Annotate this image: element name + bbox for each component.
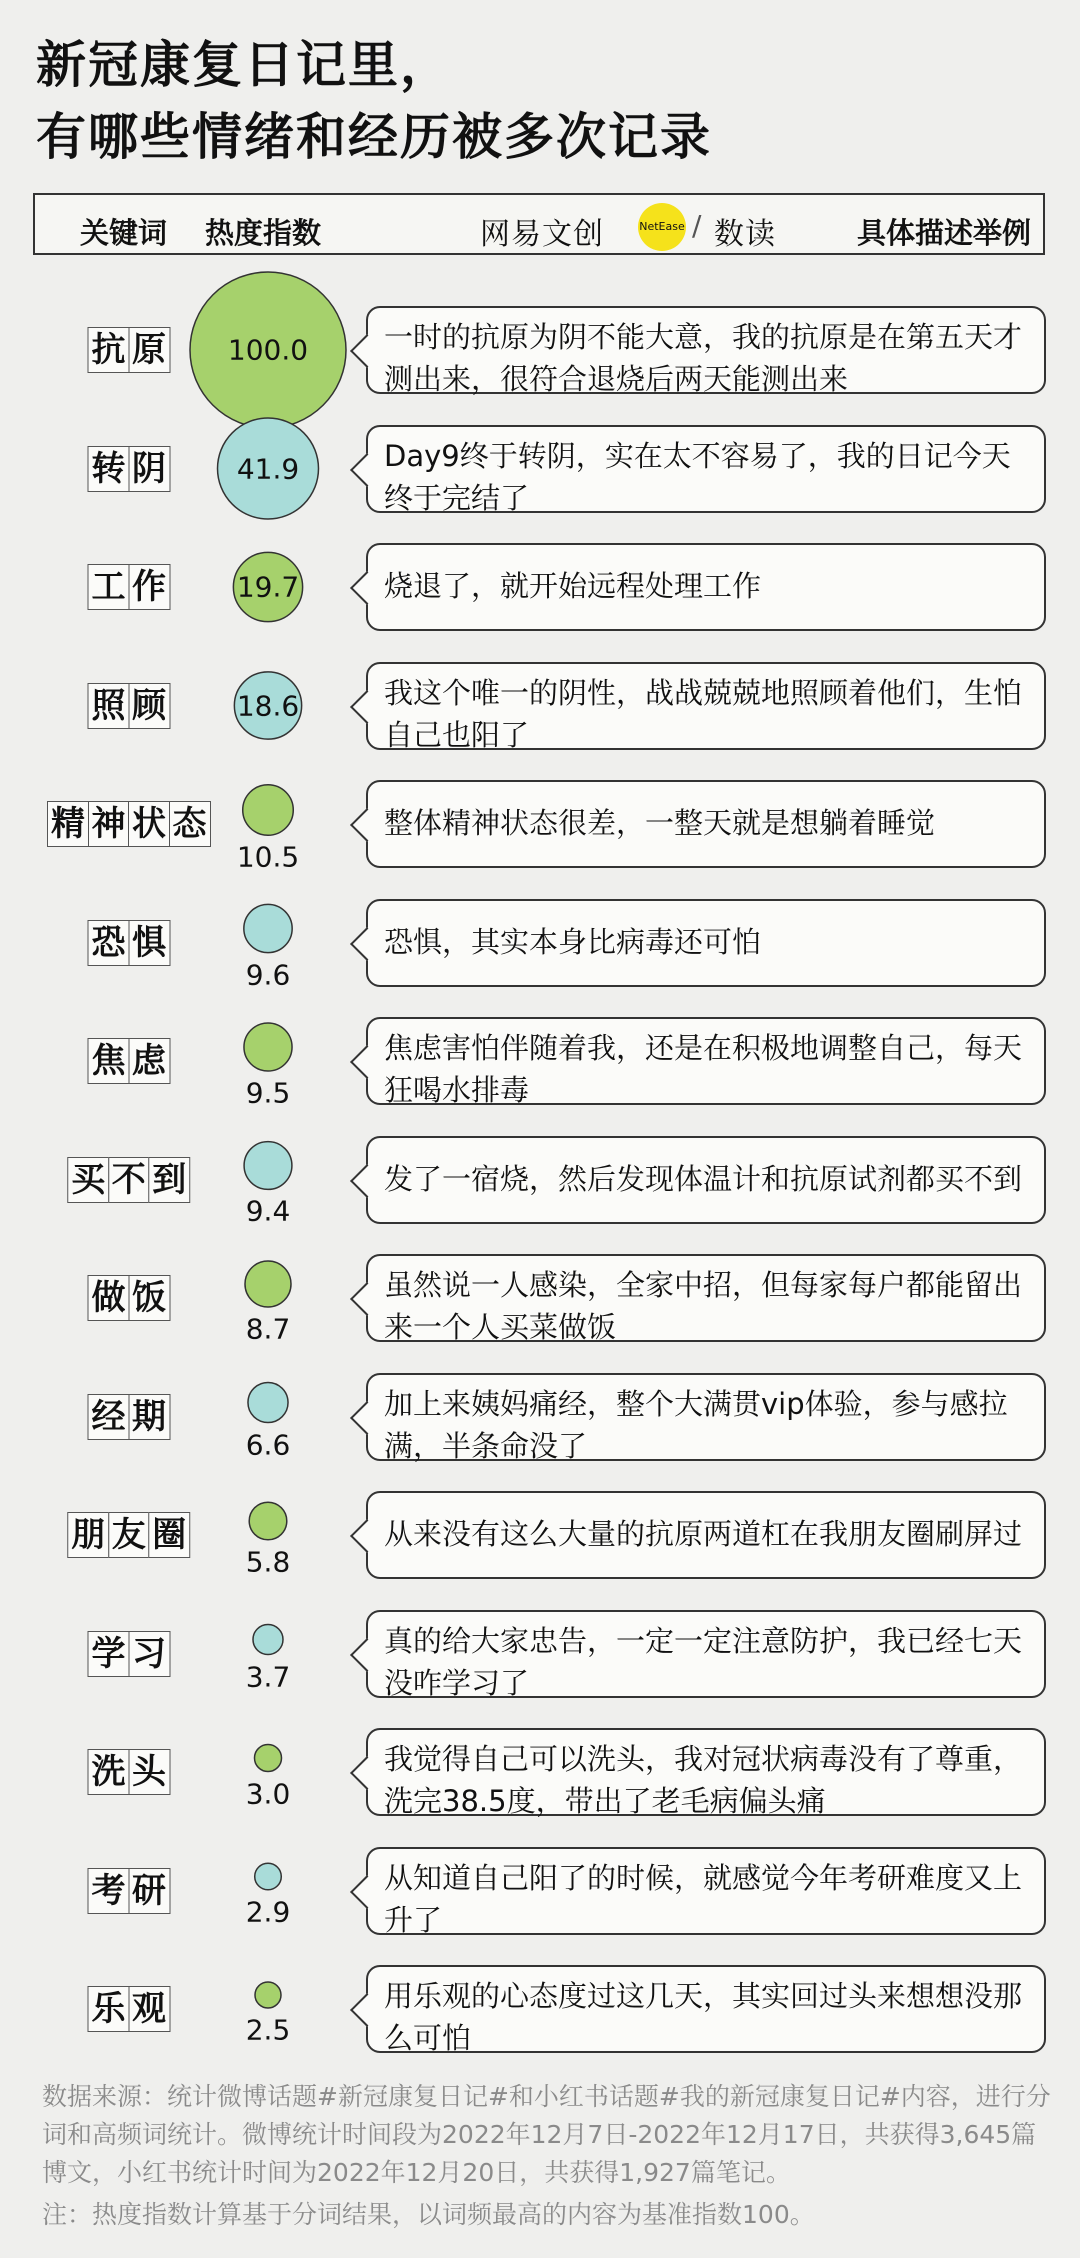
keyword-char: 转 (88, 446, 130, 492)
bubble-value-label: 8.7 (245, 1312, 291, 1346)
keyword-label (67, 1157, 189, 1203)
bubble-value-label: 2.5 (245, 2013, 291, 2047)
keyword-char: 作 (128, 564, 170, 610)
keyword-char: 态 (169, 801, 211, 847)
keyword-label (88, 1868, 169, 1914)
keyword-char: 到 (148, 1157, 190, 1203)
keyword-char: 买 (67, 1157, 109, 1203)
bubble-value-label: 10.5 (236, 840, 300, 874)
keyword-char: 照 (88, 683, 130, 729)
description-text: 真的给大家忠告，一定一定注意防护，我已经七天没咋学习了 (384, 1623, 1023, 1700)
bubble-value-label: 100.0 (227, 333, 309, 367)
description-card (366, 780, 1046, 868)
keyword-char: 乐 (88, 1986, 130, 2032)
bubble-10 (249, 1502, 287, 1540)
keyword-char: 做 (88, 1275, 130, 1321)
description-card (366, 1373, 1046, 1461)
bubble-14 (255, 1982, 281, 2008)
keyword-char: 观 (128, 1986, 170, 2032)
keyword-char: 朋 (67, 1512, 109, 1558)
bubble-value-label: 5.8 (245, 1545, 291, 1579)
keyword-label (88, 446, 169, 492)
description-text: 我这个唯一的阴性，战战兢兢地照顾着他们，生怕自己也阳了 (384, 675, 1023, 752)
description-card (366, 1610, 1046, 1698)
bubble-12 (254, 1744, 281, 1771)
keyword-label (88, 1394, 169, 1440)
keyword-label (88, 564, 169, 610)
bubble-value-label: 3.7 (245, 1660, 291, 1693)
description-card (366, 1847, 1046, 1935)
keyword-char: 友 (108, 1512, 150, 1558)
keyword-label (88, 327, 169, 373)
keyword-column-label: 关键词 (80, 216, 168, 250)
brand-right-text: 数读 (714, 217, 776, 252)
index-note: 注：热度指数计算基于分词结果，以词频最高的内容为基准指数100。 (42, 2200, 815, 2229)
bubble-value-label: 9.4 (245, 1194, 291, 1228)
keyword-char: 神 (88, 801, 130, 847)
bubble-value-label: 3.0 (245, 1777, 291, 1810)
bubble-11 (253, 1624, 283, 1654)
bubble-8 (245, 1261, 291, 1307)
description-text: 焦虑害怕伴随着我，还是在积极地调整自己，每天狂喝水排毒 (384, 1031, 1023, 1107)
keyword-char: 经 (88, 1394, 130, 1440)
keyword-label (88, 1275, 169, 1321)
description-card (366, 543, 1046, 631)
keyword-char: 恐 (88, 920, 130, 966)
keyword-char: 饭 (128, 1275, 170, 1321)
bubble-6 (244, 1023, 292, 1071)
keyword-char: 不 (108, 1157, 150, 1203)
bubble-5 (244, 904, 292, 952)
description-text: 用乐观的心态度过这几天，其实回过头来想想没那么可怕 (384, 1979, 1023, 2055)
keyword-char: 洗 (88, 1749, 130, 1795)
bubble-13 (255, 1863, 282, 1890)
description-card (366, 899, 1046, 987)
keyword-char: 焦 (88, 1038, 130, 1084)
keyword-char: 抗 (88, 327, 130, 373)
keyword-char: 期 (128, 1394, 170, 1440)
keyword-label (88, 920, 169, 966)
description-column-label: 具体描述举例 (856, 216, 1031, 250)
keyword-char: 状 (128, 801, 170, 847)
keyword-char: 圈 (148, 1512, 190, 1558)
keyword-char: 顾 (128, 683, 170, 729)
keyword-label (88, 1631, 169, 1677)
description-card (366, 662, 1046, 750)
brand-slash: / (692, 209, 702, 242)
keyword-label (67, 1512, 189, 1558)
data-source-note: 数据来源：统计微博话题#新冠康复日记#和小红书话题#我的新冠康复日记#内容，进行分词和高频词统计。微博统计时间段为2022年12月7日-2022年12月17日，共获得3,645篇博文，小红书统计时间为2022年12月20日，共获得1,927篇笔记。 (42, 2082, 1051, 2187)
keyword-char: 原 (128, 327, 170, 373)
bubble-7 (244, 1142, 292, 1190)
bubble-value-label: 18.6 (236, 689, 300, 722)
description-card (366, 1965, 1046, 2053)
keyword-label (88, 683, 169, 729)
description-text: 我觉得自己可以洗头，我对冠状病毒没有了尊重，洗完38.5度，带出了老毛病偏头痛 (384, 1742, 1023, 1818)
keyword-label (88, 1038, 169, 1084)
brand-dot: NetEase (638, 203, 686, 251)
keyword-char: 习 (128, 1631, 170, 1677)
description-text: 一时的抗原为阴不能大意，我的抗原是在第五天才测出来，很符合退烧后两天能测出来 (384, 320, 1023, 396)
heat-column-label: 热度指数 (205, 216, 322, 250)
keyword-char: 工 (88, 564, 130, 610)
bubble-value-label: 9.6 (245, 958, 291, 992)
bubble-value-label: 41.9 (236, 452, 300, 485)
description-text: 恐惧，其实本身比病毒还可怕 (384, 924, 762, 959)
bubble-value-label: 2.9 (245, 1895, 291, 1929)
description-card (366, 1728, 1046, 1816)
keyword-char: 惧 (128, 920, 170, 966)
keyword-char: 阴 (128, 446, 170, 492)
keyword-char: 考 (88, 1868, 130, 1914)
description-text: 加上来姨妈痛经，整个大满贯vip体验，参与感拉满，半条命没了 (384, 1386, 1008, 1463)
keyword-label (47, 801, 209, 847)
keyword-char: 虑 (128, 1038, 170, 1084)
bubble-9 (248, 1382, 288, 1422)
keyword-char: 研 (128, 1868, 170, 1914)
description-text: 烧退了，就开始远程处理工作 (384, 569, 762, 603)
description-text: 虽然说一人感染，全家中招，但每家每户都能留出来一个人买菜做饭 (384, 1268, 1023, 1344)
keyword-char: 精 (47, 801, 89, 847)
bubble-4 (243, 785, 294, 836)
description-text: Day9终于转阴，实在太不容易了，我的日记今天终于完结了 (384, 438, 1011, 515)
keyword-char: 学 (88, 1631, 130, 1677)
keyword-char: 头 (128, 1749, 170, 1795)
description-card (366, 1136, 1046, 1224)
description-text: 从来没有这么大量的抗原两道杠在我朋友圈刷屏过 (384, 1517, 1023, 1551)
description-card (366, 1017, 1046, 1105)
description-card (366, 1491, 1046, 1579)
keyword-label (88, 1986, 169, 2032)
page-title-line2: 有哪些情绪和经历被多次记录 (36, 108, 712, 166)
keyword-label (88, 1749, 169, 1795)
description-text: 发了一宿烧，然后发现体温计和抗原试剂都买不到 (384, 1161, 1023, 1196)
page-title-line1: 新冠康复日记里， (36, 36, 452, 94)
description-card (366, 306, 1046, 394)
bubble-value-label: 19.7 (236, 570, 300, 604)
bubble-value-label: 6.6 (245, 1428, 291, 1462)
description-text: 整体精神状态很差，一整天就是想躺着睡觉 (384, 806, 936, 840)
description-card (366, 1254, 1046, 1342)
bubble-value-label: 9.5 (245, 1076, 291, 1110)
description-text: 从知道自己阳了的时候，就感觉今年考研难度又上升了 (384, 1860, 1023, 1937)
description-card (366, 425, 1046, 513)
brand-left-text: 网易文创 (480, 217, 604, 252)
